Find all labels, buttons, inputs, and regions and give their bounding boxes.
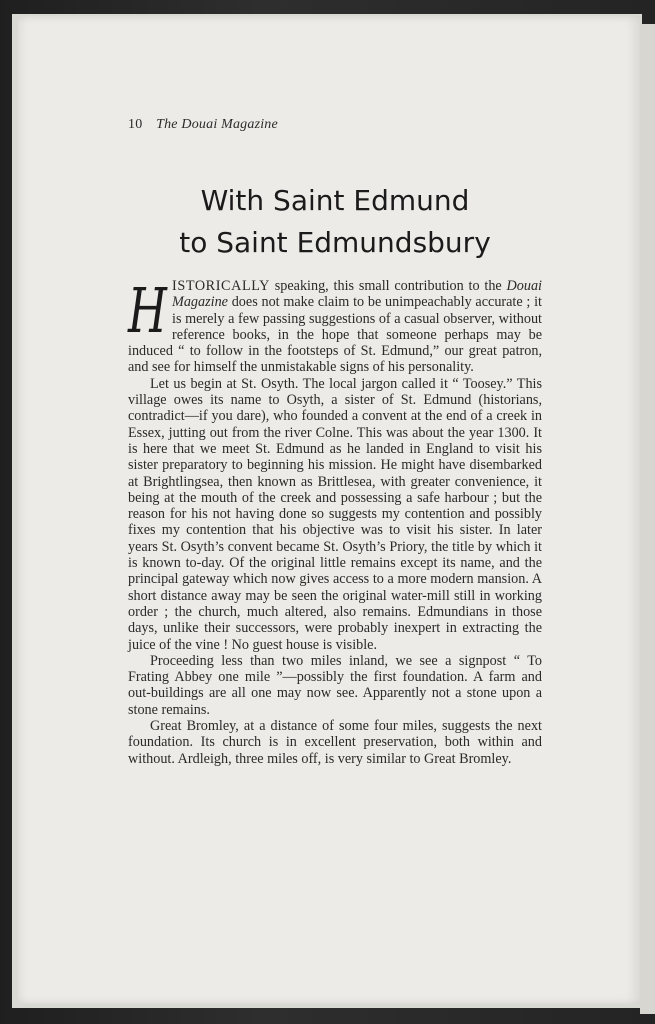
page-number: 10 bbox=[128, 117, 143, 132]
opening-caps: ISTORICALLY bbox=[172, 278, 270, 294]
article-body bbox=[128, 274, 542, 767]
magazine-reference: Douai Magazine bbox=[172, 278, 542, 311]
paragraph-4: Great Bromley, at a distance of some four miles, suggests the next foundation. Its church is in excellent preservation, both within and without. Ardleigh, three miles off, is very similar to Great Bromley. bbox=[128, 718, 542, 767]
facing-page-edge bbox=[640, 24, 655, 1014]
paragraph-1-text-b: does not make claim to be unimpeachably accurate ; it is merely a few passing suggestions of a casual observer, without reference books, in the hope that someone perhaps may be induced “ to follow in the footsteps of St. Edmund,” our great patron, and see for himself the unmistakable signs of his personality. bbox=[128, 294, 542, 376]
paragraph-3: Proceeding less than two miles inland, we see a signpost “ To Frating Abbey one mile ”—possibly the first foundation. A farm and out-buildings are all one may now see. Apparently not a stone upon a stone remains. bbox=[128, 652, 542, 718]
paragraph-1-text-a: speaking, this small contribution to the bbox=[269, 278, 507, 294]
running-head bbox=[128, 117, 278, 133]
paragraph-2: Let us begin at St. Osyth. The local jargon called it “ Toosey.” This village owes its name to Osyth, a sister of St. Edmund (historians, contradict—if you dare), who founded a convent at the end of a creek in Essex, jutting out from the river Colne. This was about the year 1300. It is here that we meet St. Edmund as he landed in England to visit his sister preparatory to beginning his mission. He might have disembarked at Brightlingsea, then known as Brittlesea, with greater convenience, it being at the mouth of the creek and possessing a safe harbour ; but the reason for his not having done so suggests my contention and possibly fixes my contention that his objective was to visit his sister. In later years St. Osyth’s convent became St. Osyth’s Priory, the title by which it is known to-day. Of the original little remains except its name, and the principal gateway which now gives access to a more modern mansion. A short distance away may be seen the original water-mill still in working order ; the church, much altered, also remains. Edmundians in those days, unlike their successors, were probably inexpert in extracting the juice of the vine ! No guest house is visible. bbox=[128, 375, 542, 653]
magazine-name: The Douai Magazine bbox=[156, 117, 278, 132]
drop-cap: H bbox=[128, 274, 167, 347]
title-line-1: With Saint Edmund bbox=[200, 184, 470, 217]
title-line-2: to Saint Edmundsbury bbox=[179, 226, 491, 259]
article-title bbox=[128, 180, 542, 264]
paragraph-1 bbox=[128, 274, 542, 376]
